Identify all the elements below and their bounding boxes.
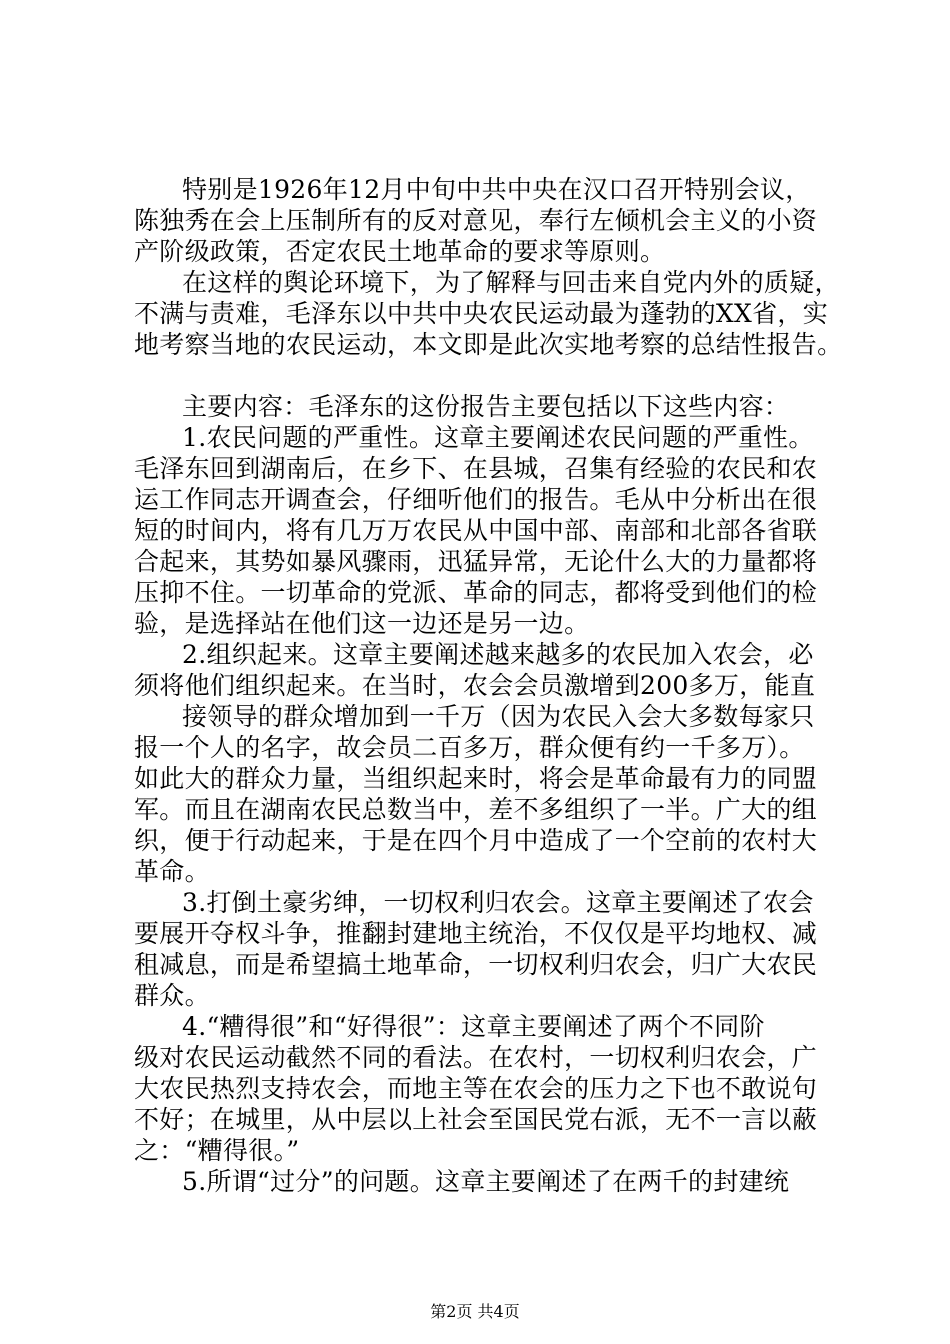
- text-line-14: 验，是选择站在他们这一边还是另一边。: [134, 609, 590, 638]
- text-line-7: 主要内容：毛泽东的这份报告主要包括以下这些内容：: [182, 392, 790, 421]
- text-line-5: 不满与责难，毛泽东以中共中央农民运动最为蓬勃的XX省，实: [134, 299, 828, 328]
- text-line-2: 陈独秀在会上压制所有的反对意见，奉行左倾机会主义的小资: [134, 206, 818, 235]
- text-line-17: 接领导的群众增加到一千万（因为农民入会大多数每家只: [182, 702, 815, 731]
- text-line-24: 要展开夺权斗争，推翻封建地主统治，不仅仅是平均地权、减: [134, 919, 818, 948]
- text-line-11: 短的时间内，将有几万万农民从中国中部、南部和北部各省联: [134, 516, 818, 545]
- text-line-21: 织，便于行动起来，于是在四个月中造成了一个空前的农村大: [134, 826, 818, 855]
- text-line-4: 在这样的舆论环境下，为了解释与回击来自党内外的质疑，: [182, 268, 840, 297]
- text-line-3: 产阶级政策，否定农民土地革命的要求等原则。: [134, 237, 666, 266]
- text-line-18: 报一个人的名字，故会员二百多万，群众便有约一千多万）。: [134, 733, 805, 762]
- text-line-30: 不好；在城里，从中层以上社会至国民党右派，无不一言以蔽: [134, 1105, 818, 1134]
- text-line-15: 2.组织起来。这章主要阐述越来越多的农民加入农会，必: [182, 640, 814, 669]
- text-line-32: 5.所谓“过分”的问题。这章主要阐述了在两千的封建统: [182, 1167, 790, 1196]
- text-line-13: 压抑不住。一切革命的党派、革命的同志，都将受到他们的检: [134, 578, 818, 607]
- text-line-25: 租减息，而是希望搞土地革命，一切权利归农会，归广大农民: [134, 950, 818, 979]
- page-footer: 第2页 共4页: [430, 1302, 520, 1321]
- text-line-8: 1.农民问题的严重性。这章主要阐述农民问题的严重性。: [182, 423, 814, 452]
- text-line-29: 大农民热烈支持农会，而地主等在农会的压力之下也不敢说句: [134, 1074, 818, 1103]
- text-line-27: 4.“糟得很”和“好得很”：这章主要阐述了两个不同阶: [182, 1012, 765, 1041]
- text-line-12: 合起来，其势如暴风骤雨，迅猛异常，无论什么大的力量都将: [134, 547, 818, 576]
- text-line-6: 地考察当地的农民运动，本文即是此次实地考察的总结性报告。: [134, 330, 843, 359]
- text-line-23: 3.打倒土豪劣绅，一切权利归农会。这章主要阐述了农会: [182, 888, 814, 917]
- text-line-28: 级对农民运动截然不同的看法。在农村，一切权利归农会，广: [134, 1043, 818, 1072]
- text-line-20: 军。而且在湖南农民总数当中，差不多组织了一半。广大的组: [134, 795, 818, 824]
- text-line-10: 运工作同志开调查会，仔细听他们的报告。毛从中分析出在很: [134, 485, 818, 514]
- text-line-22: 革命。: [134, 857, 210, 886]
- text-line-9: 毛泽东回到湖南后，在乡下、在县城，召集有经验的农民和农: [134, 454, 818, 483]
- text-line-26: 群众。: [134, 981, 210, 1010]
- text-line-31: 之：“糟得很。”: [134, 1136, 300, 1165]
- text-line-1: 特别是1926年12月中旬中共中央在汉口召开特别会议，: [182, 175, 811, 204]
- text-line-16: 须将他们组织起来。在当时，农会会员激增到200多万，能直: [134, 671, 816, 700]
- text-line-19: 如此大的群众力量，当组织起来时，将会是革命最有力的同盟: [134, 764, 818, 793]
